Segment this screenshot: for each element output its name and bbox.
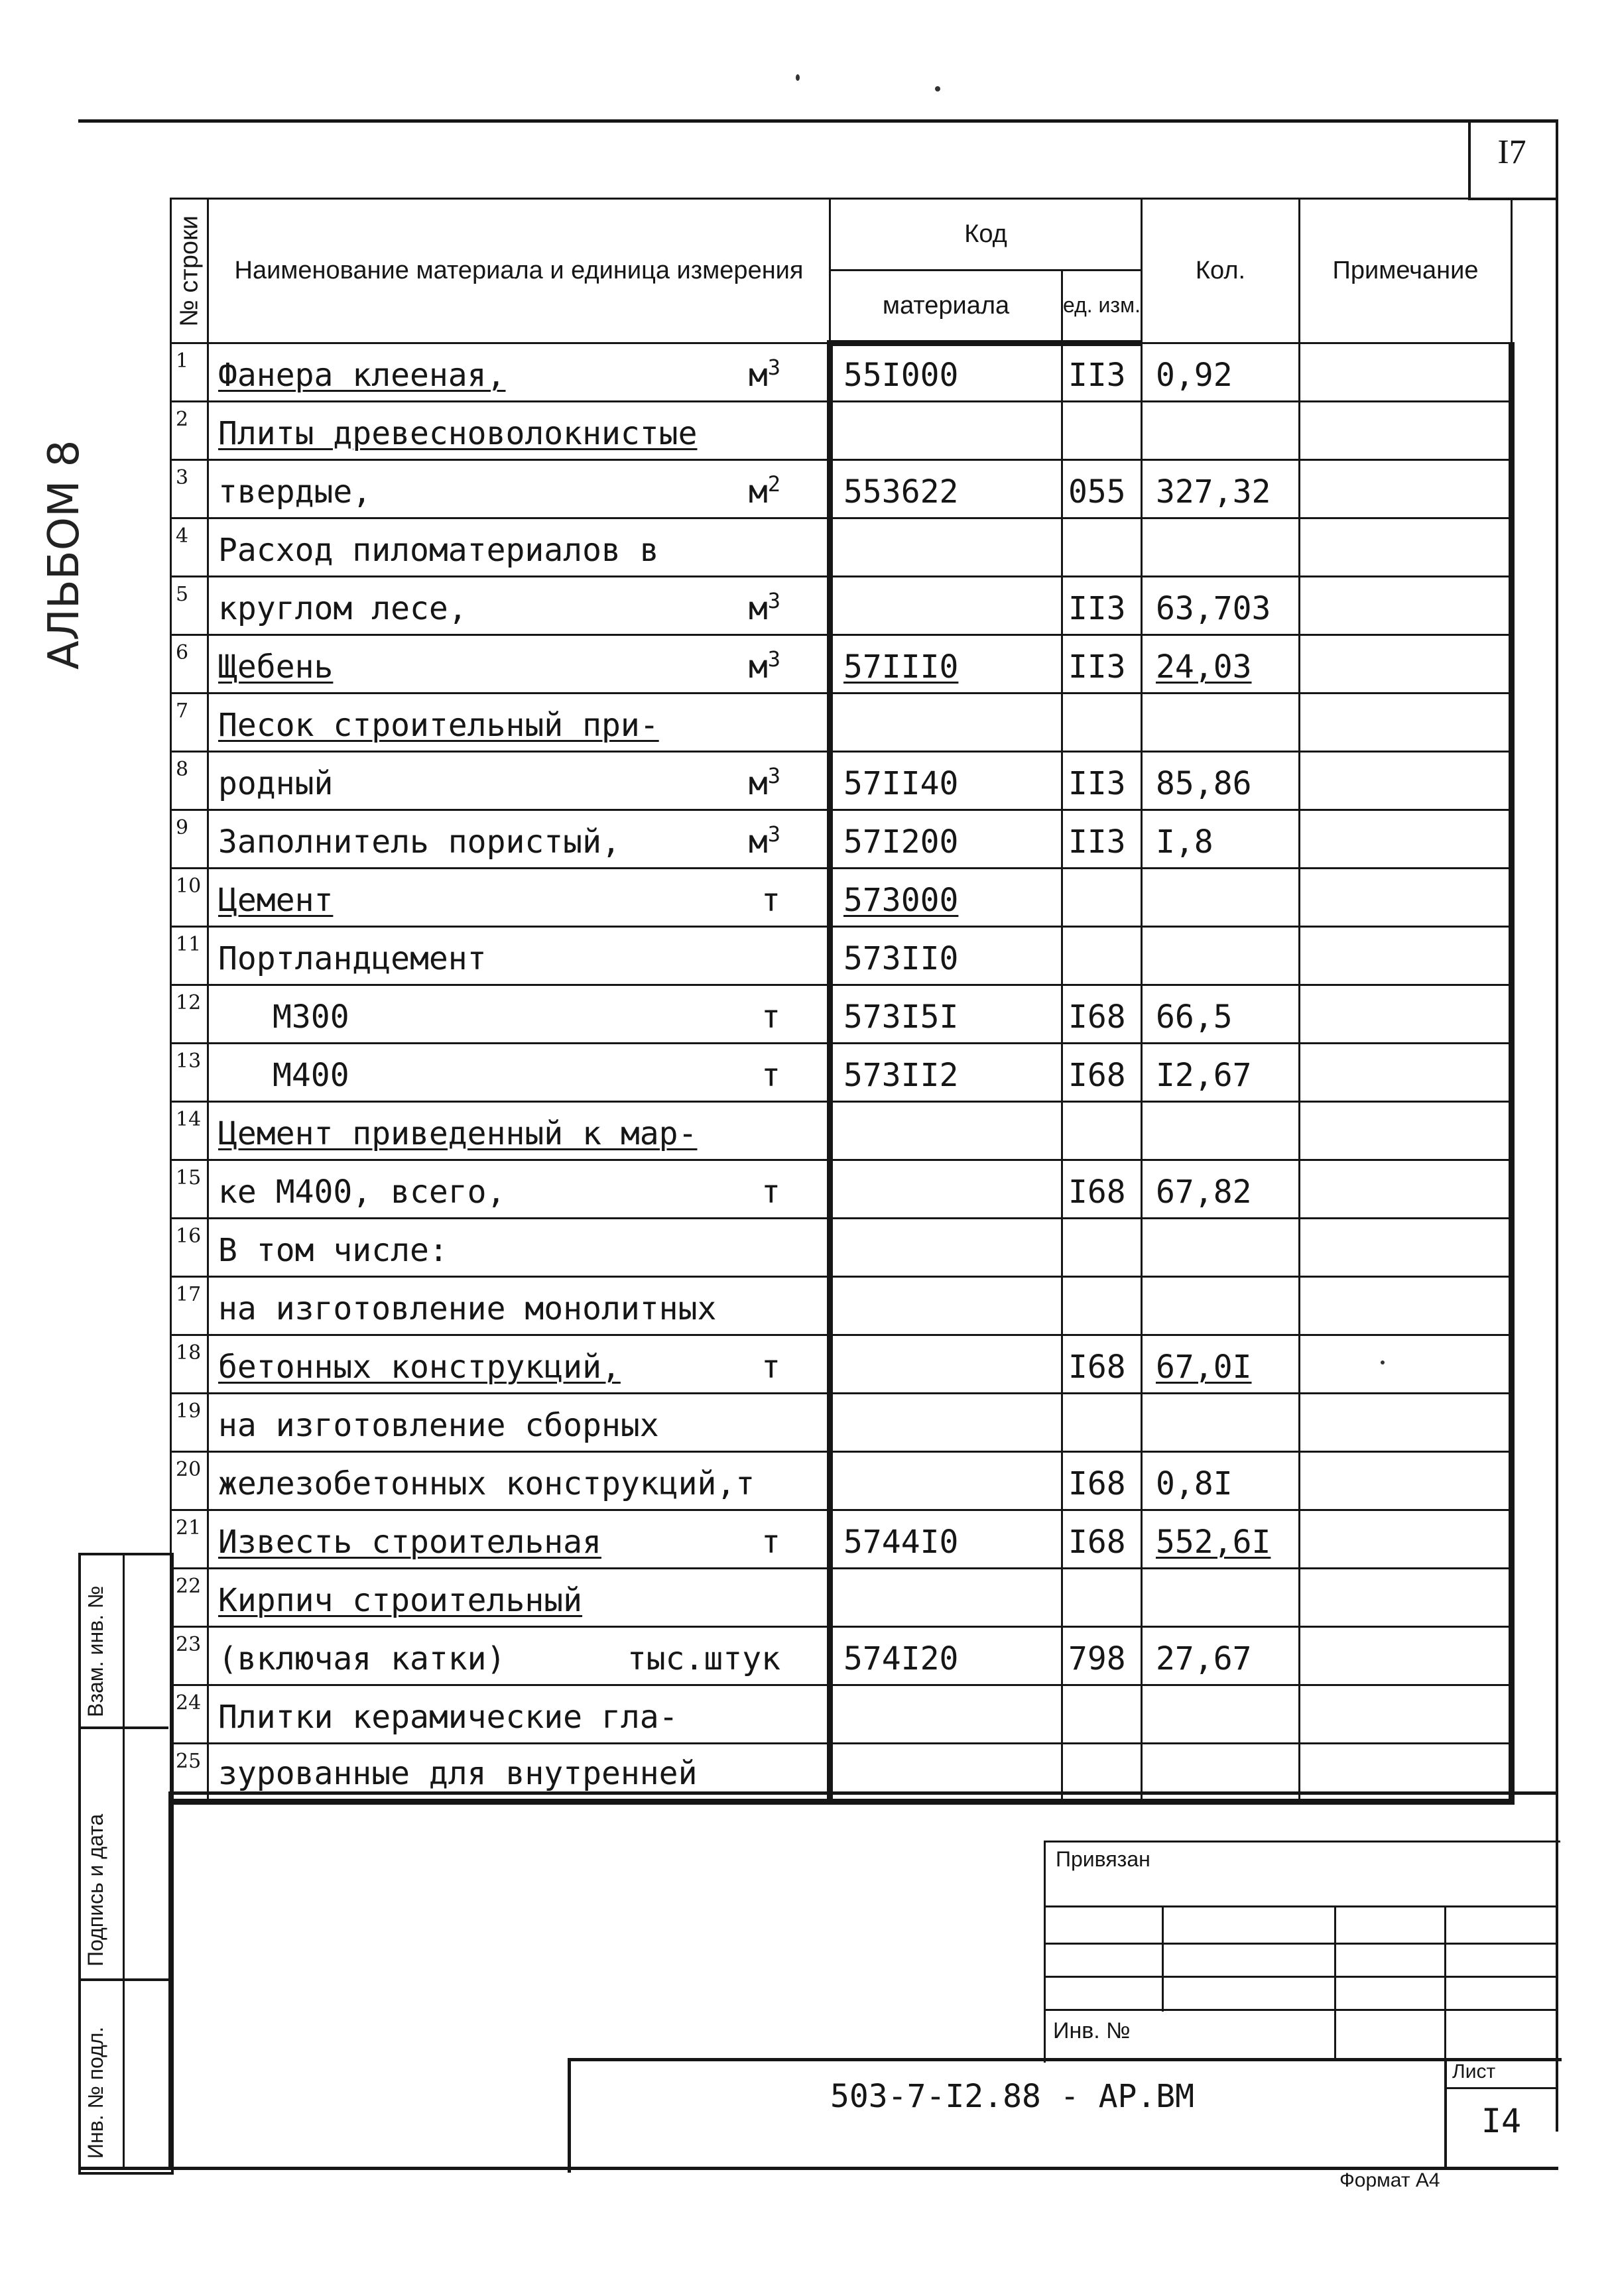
note	[1300, 577, 1512, 635]
unit-exponent: 3	[767, 646, 780, 672]
table-row	[171, 1627, 1512, 1685]
material-name: Известь строительная	[218, 1524, 601, 1561]
sheet-separator	[1444, 2087, 1558, 2089]
material-name-cell	[208, 635, 830, 694]
material-name: круглом лесе,	[218, 590, 467, 627]
material-name-cell	[208, 869, 830, 927]
unit-of-measure	[761, 1057, 780, 1094]
stamp-inv-podl: Инв. № подл.	[84, 2026, 107, 2159]
table-row	[171, 518, 1512, 577]
unit-symbol: м	[748, 648, 768, 686]
unit-of-measure	[761, 1174, 780, 1211]
inv-no-label: Инв. №	[1053, 2018, 1131, 2043]
unit-of-measure	[761, 998, 780, 1036]
material-name: Портландцемент	[218, 940, 487, 977]
material-name: М400	[273, 1057, 349, 1094]
material-name: Щебень	[218, 648, 334, 686]
table-row	[171, 1685, 1512, 1744]
note	[1300, 518, 1512, 577]
quantity	[1142, 1044, 1300, 1102]
material-name: на изготовление монолитных	[218, 1290, 717, 1327]
unit-of-measure	[761, 1524, 780, 1561]
stamp-divider	[78, 1978, 168, 1981]
unit-code: I68	[1062, 1510, 1142, 1569]
material-name-header: Наименование материала и единица измерения	[208, 199, 830, 343]
quantity	[1142, 752, 1300, 810]
quantity	[1142, 460, 1300, 518]
table-row	[171, 577, 1512, 635]
material-code-value: 573000	[843, 882, 959, 919]
row-number: 6	[171, 635, 208, 694]
privyazan-grid-line	[1044, 1976, 1558, 1978]
row-number: 2	[171, 402, 208, 460]
quantity-value: I,8	[1156, 823, 1213, 861]
unit-code: II3	[1062, 752, 1142, 810]
unit-of-measure	[749, 355, 780, 394]
quantity	[1142, 1160, 1300, 1219]
table-row	[171, 985, 1512, 1044]
quantity	[1142, 1219, 1300, 1277]
unit-exponent: 3	[767, 763, 780, 788]
format-label: Формат А4	[1339, 2169, 1440, 2191]
row-number: 25	[171, 1744, 208, 1802]
stamp-vzam-inv: Взам. инв. №	[84, 1585, 107, 1717]
document-code: 503-7-I2.88 - АР.ВМ	[830, 2078, 1195, 2115]
privyazan-grid-line	[1044, 1943, 1558, 1945]
privyazan-grid-line	[1162, 1905, 1164, 2012]
material-code	[830, 1569, 1062, 1627]
quantity-value: 66,5	[1156, 998, 1233, 1036]
material-name-cell	[208, 694, 830, 752]
table-row	[171, 1044, 1512, 1102]
material-name-cell	[208, 1335, 830, 1394]
scan-speck	[935, 86, 940, 91]
row-number: 7	[171, 694, 208, 752]
material-code-value: 574I20	[843, 1640, 959, 1677]
row-number: 14	[171, 1102, 208, 1160]
row-number: 20	[171, 1452, 208, 1510]
privyazan-grid-line	[1334, 1905, 1336, 2061]
material-code-value: 573I5I	[843, 998, 959, 1036]
material-name: Заполнитель пористый,	[218, 823, 621, 861]
note	[1300, 402, 1512, 460]
material-name: на изготовление сборных	[218, 1407, 659, 1444]
unit-symbol: м	[748, 823, 768, 861]
sheet-label: Лист	[1452, 2061, 1496, 2083]
table-row	[171, 1277, 1512, 1335]
stamp-divider	[78, 1726, 168, 1729]
material-code	[830, 1335, 1062, 1394]
top-frame-line	[78, 119, 1558, 123]
material-name: (включая катки)	[218, 1640, 506, 1677]
row-number: 19	[171, 1394, 208, 1452]
note	[1300, 810, 1512, 869]
unit-symbol: м	[748, 590, 768, 627]
material-code	[830, 1685, 1062, 1744]
unit-of-measure	[749, 646, 780, 686]
unit-of-measure	[627, 1640, 780, 1677]
note	[1300, 1510, 1512, 1569]
quantity-value: 63,703	[1156, 590, 1271, 627]
unit-symbol: т	[761, 1524, 780, 1561]
quantity-value: I2,67	[1156, 1057, 1252, 1094]
material-code	[830, 402, 1062, 460]
table-row	[171, 1510, 1512, 1569]
material-code	[830, 752, 1062, 810]
note	[1300, 1102, 1512, 1160]
material-code-value: 573II0	[843, 940, 959, 977]
note	[1300, 1044, 1512, 1102]
row-number: 1	[171, 343, 208, 402]
unit-of-measure	[749, 471, 780, 511]
material-code-value: 57I200	[843, 823, 959, 861]
unit-code: I68	[1062, 1044, 1142, 1102]
unit-code: II3	[1062, 577, 1142, 635]
material-name-cell	[208, 1510, 830, 1569]
unit-of-measure	[749, 821, 780, 861]
bottom-frame-line	[168, 1791, 1558, 1795]
unit-code	[1062, 927, 1142, 985]
material-code	[830, 694, 1062, 752]
unit-code	[1062, 694, 1142, 752]
unit-code: I68	[1062, 985, 1142, 1044]
unit-code: I68	[1062, 1160, 1142, 1219]
row-number: 17	[171, 1277, 208, 1335]
unit-code: I68	[1062, 1452, 1142, 1510]
row-number: 9	[171, 810, 208, 869]
quantity-value: 327,32	[1156, 473, 1271, 511]
unit-symbol: т	[761, 1174, 780, 1211]
table-row	[171, 869, 1512, 927]
material-name: Расход пиломатериалов в	[218, 532, 659, 569]
unit-code	[1062, 1685, 1142, 1744]
material-code	[830, 1219, 1062, 1277]
unit-exponent: 3	[767, 821, 780, 847]
unit-exponent: 2	[767, 471, 780, 497]
unit-symbol: тыс.штук	[627, 1640, 780, 1677]
material-name-cell	[208, 460, 830, 518]
material-code	[830, 1102, 1062, 1160]
material-name: твердые,	[218, 473, 372, 511]
material-name-cell	[208, 927, 830, 985]
code-group-header: Код	[830, 199, 1142, 271]
privyazan-grid-line	[1044, 2009, 1558, 2011]
row-number: 5	[171, 577, 208, 635]
note	[1300, 694, 1512, 752]
note	[1300, 1335, 1512, 1394]
table-row	[171, 1335, 1512, 1394]
unit-code: II3	[1062, 343, 1142, 402]
row-number: 23	[171, 1627, 208, 1685]
unit-symbol: т	[761, 998, 780, 1036]
quantity-value: 85,86	[1156, 765, 1252, 802]
material-code	[830, 985, 1062, 1044]
material-code	[830, 1452, 1062, 1510]
material-code	[830, 1510, 1062, 1569]
quantity	[1142, 402, 1300, 460]
unit-exponent: 3	[767, 588, 780, 613]
table-row	[171, 1394, 1512, 1452]
material-name: В том числе:	[218, 1232, 448, 1269]
material-name: ке М400, всего,	[218, 1174, 506, 1211]
material-name-cell	[208, 1685, 830, 1744]
quantity-value: 552,6I	[1156, 1524, 1271, 1561]
quantity	[1142, 1627, 1300, 1685]
material-name-cell	[208, 1044, 830, 1102]
unit-of-measure	[761, 882, 780, 919]
note	[1300, 752, 1512, 810]
note	[1300, 927, 1512, 985]
row-number: 16	[171, 1219, 208, 1277]
quantity	[1142, 985, 1300, 1044]
material-code-value: 553622	[843, 473, 959, 511]
quantity	[1142, 635, 1300, 694]
stamp-podpis-data: Подпись и дата	[84, 1813, 107, 1966]
table-row	[171, 1102, 1512, 1160]
row-number: 15	[171, 1160, 208, 1219]
row-number: 12	[171, 985, 208, 1044]
unit-code	[1062, 1219, 1142, 1277]
note	[1300, 1160, 1512, 1219]
unit-code: 798	[1062, 1627, 1142, 1685]
material-code-header: материала	[830, 271, 1062, 343]
note	[1300, 1685, 1512, 1744]
row-number: 3	[171, 460, 208, 518]
unit-code: I68	[1062, 1335, 1142, 1394]
note	[1300, 1569, 1512, 1627]
material-name-cell	[208, 1627, 830, 1685]
quantity	[1142, 1685, 1300, 1744]
quantity	[1142, 1335, 1300, 1394]
material-name: бетонных конструкций,	[218, 1349, 621, 1386]
material-code	[830, 1394, 1062, 1452]
unit-code	[1062, 1277, 1142, 1335]
material-name-cell	[208, 1569, 830, 1627]
material-name-cell	[208, 1452, 830, 1510]
table-row	[171, 343, 1512, 402]
quantity	[1142, 1510, 1300, 1569]
title-box	[568, 2058, 1562, 2173]
table-row	[171, 694, 1512, 752]
material-code	[830, 577, 1062, 635]
table-row	[171, 1569, 1512, 1627]
unit-symbol: м	[748, 357, 768, 394]
page-number: I7	[1497, 133, 1526, 171]
stamp-divider	[123, 1553, 125, 2169]
unit-code: II3	[1062, 810, 1142, 869]
material-name: Цемент	[218, 882, 334, 919]
note-header: Примечание	[1300, 199, 1512, 343]
material-code-value: 57II40	[843, 765, 959, 802]
quantity	[1142, 1569, 1300, 1627]
quantity	[1142, 1394, 1300, 1452]
table-row	[171, 402, 1512, 460]
note	[1300, 985, 1512, 1044]
unit-code	[1062, 1102, 1142, 1160]
material-name-cell	[208, 752, 830, 810]
unit-symbol: т	[761, 1349, 780, 1386]
material-name: Песок строительный при-	[218, 707, 659, 744]
unit-code	[1062, 518, 1142, 577]
scan-speck	[796, 74, 800, 81]
material-code-value: 55I000	[843, 357, 959, 394]
material-name: Плиты древесноволокнистые	[218, 415, 698, 452]
unit-code	[1062, 869, 1142, 927]
material-name-cell	[208, 402, 830, 460]
material-code	[830, 460, 1062, 518]
row-number: 10	[171, 869, 208, 927]
sheet-number: I4	[1481, 2102, 1522, 2140]
material-code-value: 57III0	[843, 648, 959, 686]
quantity-value: 67,0I	[1156, 1349, 1252, 1386]
material-code	[830, 635, 1062, 694]
right-frame-line	[1556, 119, 1558, 2132]
unit-symbol: м	[748, 473, 768, 511]
material-name: Цемент приведенный к мар-	[218, 1115, 698, 1152]
unit-code: 055	[1062, 460, 1142, 518]
row-number: 8	[171, 752, 208, 810]
quantity-value: 27,67	[1156, 1640, 1252, 1677]
note	[1300, 1452, 1512, 1510]
quantity	[1142, 869, 1300, 927]
unit-of-measure	[749, 588, 780, 627]
privyazan-grid-line	[1044, 1905, 1558, 1907]
material-name-cell	[208, 985, 830, 1044]
table-row	[171, 752, 1512, 810]
row-number: 11	[171, 927, 208, 985]
material-code	[830, 1277, 1062, 1335]
table-row	[171, 460, 1512, 518]
material-code	[830, 1044, 1062, 1102]
quantity	[1142, 810, 1300, 869]
material-name: зурованные для внутренней	[218, 1755, 698, 1792]
unit-symbol: м	[748, 765, 768, 802]
quantity-value: 0,92	[1156, 357, 1233, 394]
material-name-cell	[208, 1277, 830, 1335]
row-number-header: № строки	[171, 199, 208, 343]
material-code	[830, 927, 1062, 985]
row-number: 24	[171, 1685, 208, 1744]
materials-table	[170, 198, 1515, 1805]
material-code	[830, 343, 1062, 402]
material-name-cell	[208, 518, 830, 577]
row-number: 4	[171, 518, 208, 577]
unit-symbol: т	[761, 882, 780, 919]
material-code	[830, 1627, 1062, 1685]
unit-symbol: т	[761, 1057, 780, 1094]
quantity	[1142, 694, 1300, 752]
material-code	[830, 810, 1062, 869]
unit-exponent: 3	[767, 355, 780, 380]
quantity-value: 67,82	[1156, 1174, 1252, 1211]
note	[1300, 635, 1512, 694]
unit-code	[1062, 1394, 1142, 1452]
note	[1300, 343, 1512, 402]
material-name: родный	[218, 765, 334, 802]
table-row	[171, 1160, 1512, 1219]
material-code	[830, 1160, 1062, 1219]
table-row	[171, 1452, 1512, 1510]
material-name: Плитки керамические гла-	[218, 1699, 678, 1736]
quantity-value: 24,03	[1156, 648, 1252, 686]
privyazan-grid-line	[1444, 1905, 1446, 2061]
material-name: Кирпич строительный	[218, 1582, 583, 1619]
unit-code	[1062, 402, 1142, 460]
unit-code: II3	[1062, 635, 1142, 694]
quantity	[1142, 927, 1300, 985]
quantity	[1142, 577, 1300, 635]
material-code-value: 5744I0	[843, 1524, 959, 1561]
material-name: М300	[273, 998, 349, 1036]
quantity	[1142, 343, 1300, 402]
quantity	[1142, 1102, 1300, 1160]
material-name-cell	[208, 1219, 830, 1277]
material-name: Фанера клееная,	[218, 357, 506, 394]
unit-code-header: ед. изм.	[1062, 271, 1142, 343]
row-number: 18	[171, 1335, 208, 1394]
note	[1300, 460, 1512, 518]
material-code-value: 573II2	[843, 1057, 959, 1094]
material-name-cell	[208, 810, 830, 869]
quantity	[1142, 1452, 1300, 1510]
note	[1300, 1277, 1512, 1335]
table-row	[171, 810, 1512, 869]
note	[1300, 1394, 1512, 1452]
quantity-header: Кол.	[1142, 199, 1300, 343]
material-name-cell	[208, 1102, 830, 1160]
unit-of-measure	[761, 1349, 780, 1386]
note	[1300, 1627, 1512, 1685]
bottom-left-line	[168, 1791, 171, 2169]
album-mark: АЛЬБОМ 8	[40, 440, 89, 670]
material-name-cell	[208, 1160, 830, 1219]
material-name-cell	[208, 577, 830, 635]
note	[1300, 869, 1512, 927]
material-name-cell	[208, 343, 830, 402]
quantity	[1142, 518, 1300, 577]
row-number: 13	[171, 1044, 208, 1102]
row-number: 21	[171, 1510, 208, 1569]
unit-of-measure	[749, 763, 780, 802]
material-name-cell	[208, 1394, 830, 1452]
table-row	[171, 927, 1512, 985]
quantity-value: 0,8I	[1156, 1465, 1233, 1502]
note	[1300, 1219, 1512, 1277]
row-number: 22	[171, 1569, 208, 1627]
material-code	[830, 518, 1062, 577]
unit-code	[1062, 1569, 1142, 1627]
table-row	[171, 635, 1512, 694]
material-code	[830, 869, 1062, 927]
table-row	[171, 1219, 1512, 1277]
material-name: железобетонных конструкций,т	[218, 1465, 755, 1502]
privyazan-label: Привязан	[1056, 1847, 1150, 1871]
quantity	[1142, 1277, 1300, 1335]
